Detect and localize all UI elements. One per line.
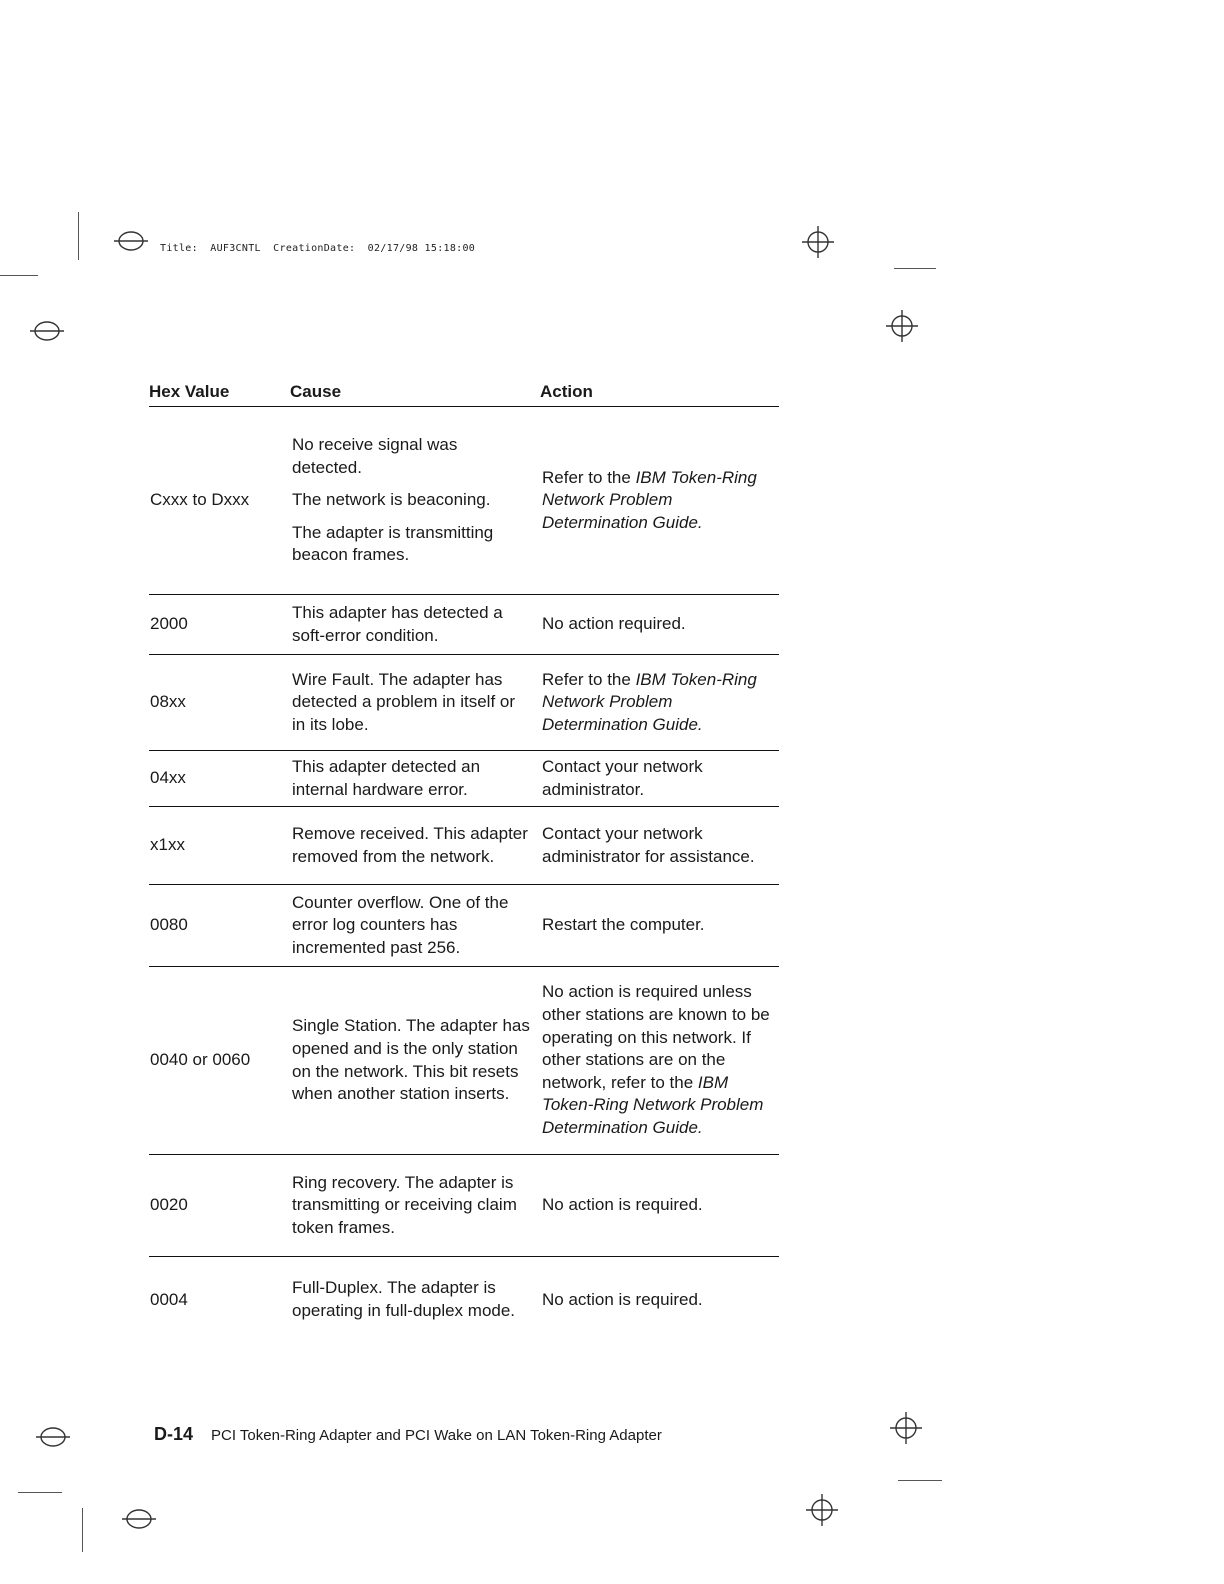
cause-cell: Full-Duplex. The adapter is operating in full-duplex mode.: [292, 1278, 516, 1320]
table-row: [149, 885, 779, 967]
cause-item: The adapter is transmitting beacon frames.: [292, 522, 494, 565]
print-slug: [160, 243, 475, 254]
cause-cell: [290, 429, 540, 572]
crop-mark: [82, 1508, 83, 1552]
header-cause: Cause: [290, 382, 342, 402]
hex-value-cell: x1xx: [150, 835, 185, 855]
cause-cell: Remove received. This adapter removed from the network.: [292, 823, 528, 866]
guide-reference: IBM Token-Ring Network Problem Determination Guide.: [542, 467, 757, 532]
slug-date-value: 02/17/98 15:18:00: [367, 243, 476, 254]
table-row: [149, 751, 779, 807]
book-title: PCI Token-Ring Adapter and PCI Wake on LAN Token-Ring Adapter: [211, 1427, 662, 1444]
action-cell: [540, 462, 779, 540]
slug-title-label: Title:: [160, 243, 198, 254]
cause-cell: This adapter detected an internal hardware error.: [292, 756, 481, 799]
page-footer: [154, 1424, 662, 1445]
hex-value-cell: 0020: [150, 1195, 188, 1215]
action-cell: No action is required.: [542, 1195, 703, 1215]
crop-mark: [898, 1480, 942, 1481]
table-row: [149, 1155, 779, 1257]
hex-value-cell: 04xx: [150, 768, 186, 788]
hex-value-cell: 0004: [150, 1289, 188, 1309]
header-hex-value: Hex Value: [149, 382, 230, 402]
slug-date-label: CreationDate:: [273, 243, 356, 254]
action-cell: Restart the computer.: [542, 915, 705, 935]
action-text: No action is required unless other stations are known to be operating on this network. If other stations are on the network, refer to the: [542, 982, 770, 1092]
action-cell: No action is required.: [542, 1289, 703, 1309]
crop-mark: [0, 275, 38, 276]
cause-cell: Counter overflow. One of the error log counters has incremented past 256.: [292, 892, 509, 957]
crosshair-mark-icon: [888, 1410, 924, 1446]
table-row: [149, 807, 779, 885]
action-cell: [540, 664, 779, 742]
action-text: Refer to the: [542, 467, 636, 487]
cause-cell: Single Station. The adapter has opened and is the only station on the network. This bit resets when another station inserts.: [292, 1016, 530, 1104]
cause-item: The network is beaconing.: [292, 490, 491, 510]
action-cell: No action required.: [542, 614, 686, 634]
hex-value-cell: 0080: [150, 915, 188, 935]
table-row: [149, 407, 779, 595]
slug-title-value: AUF3CNTL: [210, 243, 261, 254]
cause-cell: Ring recovery. The adapter is transmitting or receiving claim token frames.: [292, 1172, 517, 1237]
registration-mark-icon: [34, 1426, 72, 1448]
page-number: D-14: [154, 1424, 194, 1444]
cause-cell: Wire Fault. The adapter has detected a problem in itself or in its lobe.: [292, 669, 516, 734]
action-text: Refer to the: [542, 669, 636, 689]
crop-mark: [78, 212, 79, 260]
registration-mark-icon: [112, 230, 150, 252]
registration-mark-icon: [28, 320, 66, 342]
cause-item: No receive signal was detected.: [292, 435, 458, 477]
crosshair-mark-icon: [804, 1492, 840, 1528]
crosshair-mark-icon: [800, 224, 836, 260]
header-action: Action: [540, 382, 593, 402]
action-cell: [540, 976, 779, 1144]
table-row: [149, 595, 779, 655]
guide-reference: IBM Token-Ring Network Problem Determination Guide.: [542, 1072, 764, 1137]
hex-value-cell: 0040 or 0060: [150, 1050, 251, 1070]
cause-cell: This adapter has detected a soft-error condition.: [292, 602, 503, 645]
hex-value-cell: 08xx: [150, 692, 186, 712]
crop-mark: [894, 268, 936, 269]
action-cell: Contact your network administrator for assistance.: [542, 823, 755, 866]
table-header: [149, 380, 779, 407]
hex-value-cell: Cxxx to Dxxx: [150, 490, 250, 510]
table-row: [149, 1257, 779, 1343]
crop-mark: [18, 1492, 62, 1493]
action-cell: Contact your network administrator.: [542, 756, 703, 799]
hex-value-cell: 2000: [150, 614, 188, 634]
registration-mark-icon: [120, 1508, 158, 1530]
table-row: [149, 655, 779, 751]
guide-reference: IBM Token-Ring Network Problem Determination Guide.: [542, 669, 757, 734]
table-row: [149, 967, 779, 1155]
error-code-table: [149, 380, 779, 1343]
crosshair-mark-icon: [884, 308, 920, 344]
